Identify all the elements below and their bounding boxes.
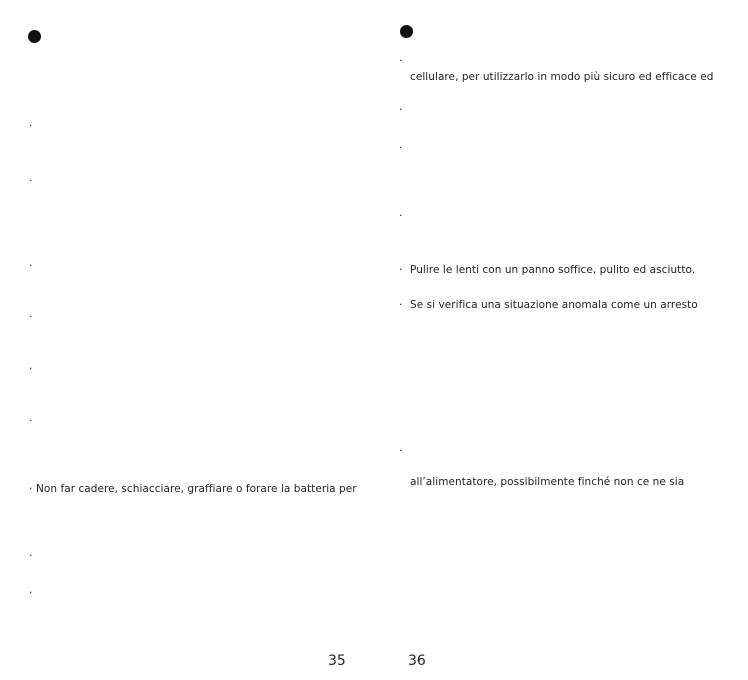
list-bullet: · xyxy=(29,362,33,375)
phone-usage-text: cellulare, per utilizzarlo in modo più sicuro ed efficace ed xyxy=(410,71,714,83)
battery-warning-text: Non far cadere, schiacciare, graffiare o forare la batteria per xyxy=(36,483,357,495)
list-bullet: · xyxy=(399,141,403,154)
list-bullet: · xyxy=(29,259,33,272)
list-bullet: · xyxy=(399,444,403,457)
section-marker-dot xyxy=(28,30,41,43)
power-supply-text: all’alimentatore, possibilmente finché non ce ne sia xyxy=(410,476,685,488)
list-bullet: · xyxy=(29,310,33,323)
list-bullet: · xyxy=(29,586,33,599)
list-bullet: · xyxy=(399,103,403,116)
list-bullet: · xyxy=(399,298,403,311)
list-bullet: · xyxy=(29,174,33,187)
section-marker-dot xyxy=(400,25,413,38)
lens-cleaning-text: Pulire le lenti con un panno soffice, pulito ed asciutto. xyxy=(410,264,696,276)
page-number-left: 35 xyxy=(328,653,346,669)
list-bullet: · xyxy=(399,209,403,222)
list-bullet: · xyxy=(29,549,33,562)
page-number-right: 36 xyxy=(408,653,426,669)
anomaly-text: Se si verifica una situazione anomala come un arresto xyxy=(410,299,698,311)
list-bullet: · xyxy=(399,263,403,276)
list-bullet: · xyxy=(29,414,33,427)
list-bullet: · xyxy=(399,54,403,67)
list-bullet: · xyxy=(29,119,33,132)
list-bullet: · xyxy=(29,482,33,495)
